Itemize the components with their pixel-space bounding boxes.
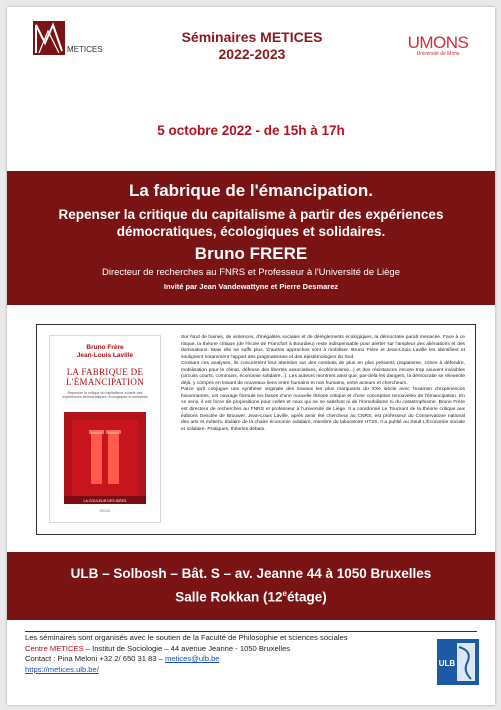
series-title: Séminaires METICES	[181, 29, 323, 45]
footer	[25, 633, 425, 675]
venue-room: Salle Rokkan (12eétage)	[175, 589, 327, 605]
flyer-page	[7, 7, 495, 705]
description-paragraph: Croisant ces analyses, ils concentrent leur attention sur des combats de plus en plus présents (zapatisme, zones à défendre, mobilisation pour le climat, défense des libertés associatives, écoféminisme...) et des résistances encore trop souvent invisibles (circuits courts, communs, économie solidaire...). Les auteurs montrent ainsi que, par-delà les dangers, la démocratie se réinvente déjà, y compris en tissant de nouveaux liens entre humains et non humains, entre acteurs et chercheurs.	[181, 361, 465, 386]
venue-banner	[7, 552, 495, 620]
seminar-header	[127, 29, 377, 63]
book-publisher: SEUIL	[99, 508, 111, 513]
umons-logo: UMONS Université de Mons	[407, 33, 469, 57]
book-title: LA FABRIQUE DE L'ÉMANCIPATION	[66, 367, 144, 387]
speaker-role: Directeur de recherches au FNRS et Professeur à l'Université de Liège	[101, 267, 401, 278]
svg-text:LA COULEUR DES IDÉES: LA COULEUR DES IDÉES	[83, 499, 127, 503]
talk-subtitle: Repenser la critique du capitalisme à partir des expériences démocratiques, écologiques et solidaires.	[58, 207, 444, 239]
talk-title: La fabrique de l'émancipation.	[129, 181, 373, 200]
footer-divider	[25, 631, 477, 632]
book-info-box	[36, 324, 476, 535]
venue-address: ULB – Solbosh – Bât. S – av. Jeanne 44 à 1050 Bruxelles	[70, 566, 432, 581]
email-link[interactable]: metices@ulb.be	[164, 654, 220, 663]
description-paragraph: Parce qu'il conjugue une synthèse originale des travaux les plus marquants du XXe siècle avec l'examen d'expériences foisonnantes, cet ouvrage formule les bases d'une nouvelle théorie critique et d'une conception renouvelée de l'émancipation. En ce sens, il est force de propositions pour celles et ceux qui ne se satisfont ni de l'immobilisme ni du catastrophisme. Bruno Frère est directeur de recherches au FNRS et professeur à l'université de Liège. Il a coordonné Le Tournant de la théorie critique aux éditions Desclée de Brouwer. Jean-Louis Laville, après avoir été chercheur au CNRS, est professeur du Conservatoire national des arts et métiers, titulaire de la chaire économie solidaire, membre du laboratoire HT2S. Il a publié au Seuil L'Économie sociale et solidaire. Pratiques, théories débats.	[181, 387, 465, 432]
support-note: Les séminaires sont organisés avec le soutien de la Faculté de Philosophie et sciences sociales	[25, 633, 348, 642]
book-cover	[49, 335, 161, 523]
ulb-logo	[437, 639, 479, 685]
invited-by: Invité par Jean Vandewattyne et Pierre Desmarez	[163, 282, 339, 291]
event-date: 5 octobre 2022 - de 15h à 17h	[157, 123, 345, 138]
title-banner	[7, 171, 495, 305]
svg-text:ULB: ULB	[438, 659, 456, 668]
speaker-name: Bruno FRERE	[194, 244, 308, 263]
centre-address: Centre METICES – Institut de Sociologie – 44 avenue Jeanne - 1050 Bruxelles	[25, 643, 291, 653]
series-year: 2022-2023	[218, 46, 286, 62]
contact-line: Contact : Pina Meloni +32 2/ 650 31 83 – metices@ulb.be	[25, 654, 220, 663]
description-paragraph: Sur fond de haines, de violences, d'inégalités sociales et de dérèglements écologiques, la démocratie paraît menacée. Face à ce risque, la théorie critique (de l'école de Francfort à Bourdieu) reste indispensable pour alerter sur l'ampleur des aliénations et des dominations. Mais elle ne suffit plus. D'autres approches sont à mobiliser. Bruno Frère et Jean-Louis Laville les identifient et soulignent notamment l'apport des pragmatismes et des épistémologies du Sud.	[181, 335, 465, 360]
book-authors: Bruno Frère Jean-Louis Laville	[76, 344, 134, 359]
book-subtitle: Repenser la critique du capitalisme à partir des expériences démocratiques, écologiques et solidaires	[62, 391, 148, 400]
website-link[interactable]: https://metices.ulb.be/	[25, 664, 99, 674]
metices-logo	[33, 21, 103, 55]
svg-text:METICES: METICES	[67, 45, 103, 54]
book-cover-art	[64, 412, 146, 504]
book-description	[181, 335, 465, 433]
